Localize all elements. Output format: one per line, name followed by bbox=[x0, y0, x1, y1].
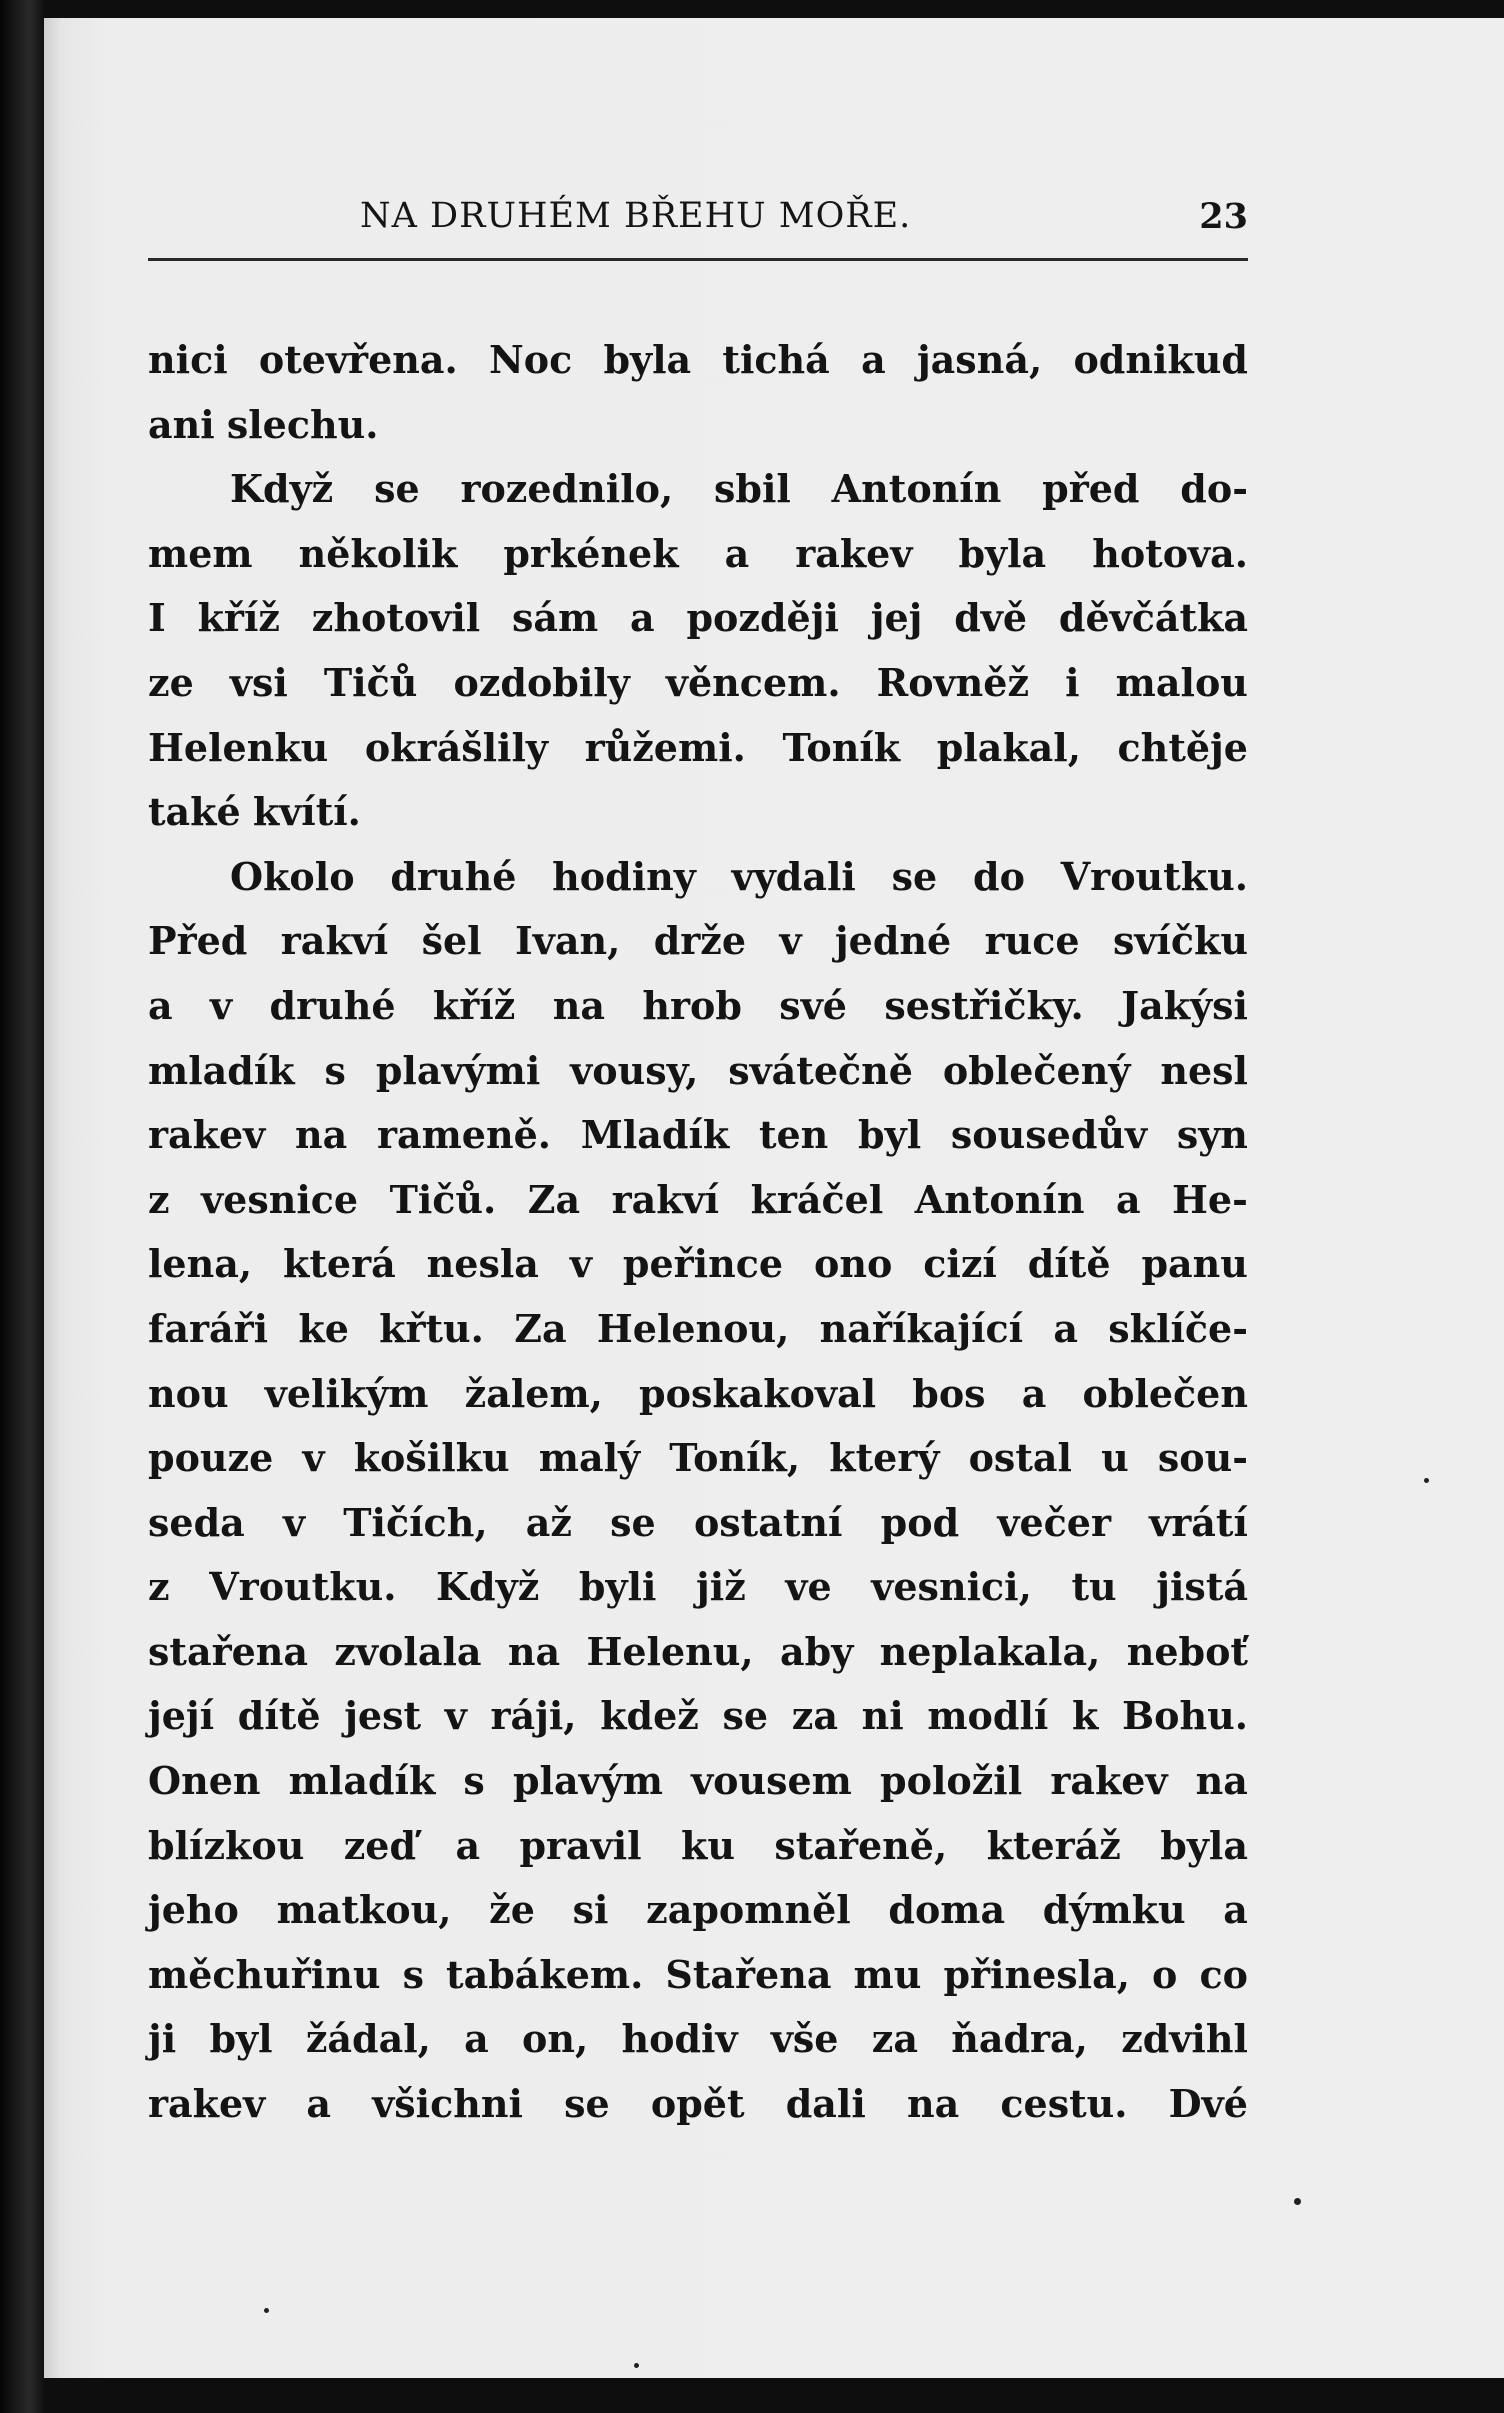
word: který bbox=[829, 1435, 940, 1481]
word: rakev bbox=[148, 2081, 266, 2127]
word: na bbox=[294, 1112, 348, 1158]
word: i bbox=[1065, 659, 1080, 705]
word: ve bbox=[785, 1564, 832, 1610]
word: žádal, bbox=[305, 2016, 431, 2062]
word: neboť bbox=[1126, 1628, 1248, 1674]
word: Bohu. bbox=[1121, 1693, 1248, 1739]
word: dítě bbox=[237, 1693, 321, 1739]
word: její bbox=[148, 1693, 215, 1739]
word: ráji, bbox=[490, 1693, 577, 1739]
word: Toník bbox=[782, 724, 901, 770]
word: opět bbox=[650, 2081, 745, 2127]
word: ňadra, bbox=[951, 2016, 1088, 2062]
text-line bbox=[148, 1943, 1248, 2008]
word: kvítí. bbox=[252, 789, 361, 835]
word: byl bbox=[858, 1112, 922, 1158]
word: Vroutku. bbox=[1060, 853, 1248, 899]
word: že bbox=[489, 1887, 535, 1933]
word: několik bbox=[298, 530, 458, 576]
word: a bbox=[1115, 1176, 1141, 1222]
word: tabákem. bbox=[446, 1951, 644, 1997]
word: také bbox=[148, 789, 241, 835]
word: Stařena bbox=[665, 1951, 832, 1997]
word: Toník, bbox=[669, 1435, 801, 1481]
word: v bbox=[210, 982, 233, 1028]
word: s bbox=[463, 1758, 485, 1804]
word: Když bbox=[436, 1564, 540, 1610]
word: již bbox=[696, 1564, 746, 1610]
word: Za bbox=[527, 1176, 581, 1222]
text-line bbox=[148, 1103, 1248, 1168]
word: s bbox=[324, 1047, 346, 1093]
word: Tičích, bbox=[343, 1499, 488, 1545]
word: Helenu, bbox=[586, 1628, 754, 1674]
word: lena, bbox=[148, 1241, 253, 1287]
text-line bbox=[148, 845, 1248, 910]
word: Když bbox=[230, 466, 334, 512]
text-line bbox=[148, 1878, 1248, 1943]
word: vesnici, bbox=[871, 1564, 1032, 1610]
word: Noc bbox=[488, 337, 573, 382]
word: pouze bbox=[148, 1435, 274, 1481]
word: seda bbox=[148, 1499, 245, 1545]
word: k bbox=[1071, 1693, 1099, 1739]
word: byla bbox=[1160, 1822, 1248, 1868]
word: ji bbox=[148, 2016, 177, 2062]
text-line bbox=[148, 1491, 1248, 1556]
word: jedné bbox=[834, 918, 952, 964]
word: sestřičky. bbox=[884, 982, 1084, 1028]
header-rule bbox=[148, 258, 1248, 261]
word: syn bbox=[1176, 1112, 1248, 1158]
text-line bbox=[148, 1232, 1248, 1297]
text-line bbox=[148, 1297, 1248, 1362]
word: oblečen bbox=[1082, 1370, 1248, 1416]
word: a bbox=[1053, 1305, 1078, 1351]
word: ruce bbox=[984, 918, 1080, 964]
text-line bbox=[148, 909, 1248, 974]
word: Mladík bbox=[580, 1112, 730, 1158]
text-line bbox=[148, 974, 1248, 1039]
word: otevřena. bbox=[258, 337, 458, 382]
word: křtu. bbox=[379, 1305, 484, 1351]
text-line bbox=[148, 393, 1248, 458]
word: odnikud bbox=[1073, 337, 1248, 382]
word: u bbox=[1101, 1435, 1129, 1481]
word: se bbox=[610, 1499, 656, 1545]
word: rakev bbox=[795, 530, 913, 576]
word: okrášlily bbox=[364, 724, 548, 770]
word: druhé bbox=[269, 982, 396, 1028]
word: rameně. bbox=[376, 1112, 552, 1158]
word: za bbox=[871, 2016, 918, 2062]
word: velikým bbox=[264, 1370, 429, 1416]
word: děvčátka bbox=[1058, 595, 1248, 641]
word: Antonín bbox=[914, 1176, 1085, 1222]
word: dítě bbox=[1027, 1241, 1111, 1287]
word: vydali bbox=[731, 853, 856, 899]
word: z bbox=[148, 1176, 170, 1222]
text-line bbox=[148, 2007, 1248, 2072]
running-title: NA DRUHÉM BŘEHU MOŘE. bbox=[360, 196, 912, 236]
book-spine-shadow bbox=[0, 0, 44, 2413]
word: sou- bbox=[1157, 1435, 1248, 1481]
paper-speck bbox=[264, 2308, 269, 2313]
word: a bbox=[148, 982, 173, 1028]
word: kříž bbox=[197, 595, 280, 641]
word: mladík bbox=[148, 1047, 295, 1093]
word: v bbox=[444, 1693, 467, 1739]
word: šel bbox=[421, 918, 482, 964]
word: doma bbox=[888, 1887, 1006, 1933]
word: Ivan, bbox=[514, 918, 621, 964]
word: matkou, bbox=[276, 1887, 452, 1933]
word: Rovněž bbox=[876, 659, 1030, 705]
word: a bbox=[724, 530, 750, 576]
word: mem bbox=[148, 530, 253, 576]
text-line bbox=[148, 1039, 1248, 1104]
word: své bbox=[779, 982, 847, 1028]
word: a bbox=[455, 1822, 481, 1868]
text-line bbox=[148, 651, 1248, 716]
word: hrob bbox=[642, 982, 742, 1028]
word: nou bbox=[148, 1370, 229, 1416]
word: malou bbox=[1115, 659, 1248, 705]
word: Tičů. bbox=[389, 1176, 497, 1222]
word: ozdobily bbox=[453, 659, 630, 705]
word: I bbox=[148, 595, 166, 641]
word: kdež bbox=[600, 1693, 699, 1739]
word: růžemi. bbox=[584, 724, 746, 770]
word: rakev bbox=[1050, 1758, 1168, 1804]
word: a bbox=[306, 2081, 332, 2127]
word: která bbox=[283, 1241, 396, 1287]
paper-speck bbox=[634, 2363, 639, 2368]
word: ten bbox=[758, 1112, 829, 1158]
word: He- bbox=[1172, 1176, 1248, 1222]
word: rakví bbox=[611, 1176, 720, 1222]
text-line bbox=[148, 716, 1248, 781]
word: se bbox=[374, 466, 420, 512]
word: malý bbox=[538, 1435, 641, 1481]
word: mladík bbox=[288, 1758, 436, 1804]
word: co bbox=[1199, 1951, 1248, 1997]
word: až bbox=[525, 1499, 572, 1545]
word: a bbox=[1223, 1887, 1248, 1933]
word: Helenku bbox=[148, 724, 329, 770]
word: rozednilo, bbox=[460, 466, 674, 512]
word: se bbox=[891, 853, 938, 899]
word: slechu. bbox=[226, 401, 379, 447]
word: kráčel bbox=[750, 1176, 884, 1222]
word: žalem, bbox=[464, 1370, 603, 1416]
word: modlí bbox=[927, 1693, 1049, 1739]
word: rakev bbox=[148, 1112, 266, 1158]
word: zeď bbox=[343, 1822, 417, 1868]
text-line bbox=[148, 1362, 1248, 1427]
word: stařeně, bbox=[774, 1822, 948, 1868]
word: jeho bbox=[148, 1887, 239, 1933]
word: ku bbox=[681, 1822, 735, 1868]
word: drže bbox=[653, 918, 747, 964]
word: Před bbox=[148, 918, 248, 964]
word: sklíče- bbox=[1108, 1305, 1248, 1351]
text-line bbox=[148, 1620, 1248, 1685]
word: ze bbox=[148, 659, 194, 705]
text-line bbox=[148, 522, 1248, 587]
word: on, bbox=[522, 2016, 589, 2062]
word: a bbox=[464, 2016, 489, 2062]
word: se bbox=[722, 1693, 769, 1739]
paper-speck bbox=[1294, 2198, 1301, 2205]
word: hodiv bbox=[621, 2016, 738, 2062]
text-line bbox=[148, 1168, 1248, 1233]
word: zvolala bbox=[334, 1628, 482, 1674]
word: na bbox=[507, 1628, 561, 1674]
word: zdvihl bbox=[1121, 2016, 1248, 2062]
word: v bbox=[779, 918, 802, 964]
word: plakal, bbox=[936, 724, 1081, 770]
word: Za bbox=[514, 1305, 567, 1351]
word: jej bbox=[870, 595, 923, 641]
word: sbil bbox=[714, 466, 791, 512]
word: cizí bbox=[923, 1241, 997, 1287]
word: Tičů bbox=[323, 659, 418, 705]
word: a bbox=[861, 337, 886, 382]
word: kteráž bbox=[986, 1822, 1121, 1868]
word: v bbox=[302, 1435, 325, 1481]
word: nesla bbox=[426, 1241, 539, 1287]
word: do bbox=[973, 853, 1025, 899]
word: aby bbox=[780, 1628, 854, 1674]
word: tichá bbox=[722, 337, 830, 382]
word: o bbox=[1152, 1951, 1178, 1997]
word: vesnice bbox=[201, 1176, 359, 1222]
word: sousedův bbox=[950, 1112, 1148, 1158]
word: bos bbox=[912, 1370, 986, 1416]
word: vše bbox=[770, 2016, 839, 2062]
word: naříkající bbox=[819, 1305, 1024, 1351]
word: košilku bbox=[353, 1435, 510, 1481]
word: na bbox=[552, 982, 605, 1028]
word: svátečně bbox=[728, 1047, 913, 1093]
word: zapomněl bbox=[646, 1887, 851, 1933]
word: za bbox=[791, 1693, 838, 1739]
word: všichni bbox=[372, 2081, 523, 2127]
word: nesl bbox=[1160, 1047, 1248, 1093]
word: oblečený bbox=[942, 1047, 1131, 1093]
word: měchuřinu bbox=[148, 1951, 381, 1997]
word: tu bbox=[1071, 1564, 1117, 1610]
text-line bbox=[148, 780, 1248, 845]
word: v bbox=[569, 1241, 592, 1287]
word: položil bbox=[880, 1758, 1023, 1804]
word: byli bbox=[578, 1564, 657, 1610]
word: sám bbox=[512, 595, 599, 641]
word: ke bbox=[298, 1305, 349, 1351]
word: zhotovil bbox=[311, 595, 481, 641]
text-line bbox=[148, 1684, 1248, 1749]
word: plavým bbox=[512, 1758, 663, 1804]
word: pod bbox=[880, 1499, 960, 1545]
word: ostal bbox=[968, 1435, 1072, 1481]
word: druhé bbox=[390, 853, 517, 899]
word: vousem bbox=[691, 1758, 852, 1804]
word: peřince bbox=[622, 1241, 784, 1287]
word: přinesla, bbox=[943, 1951, 1130, 1997]
word: byl bbox=[209, 2016, 273, 2062]
word: Okolo bbox=[230, 853, 355, 899]
word: Onen bbox=[148, 1758, 261, 1804]
word: Vroutku. bbox=[209, 1564, 397, 1610]
word: a bbox=[630, 595, 655, 641]
body-text bbox=[148, 328, 1248, 2137]
word: svíčku bbox=[1112, 918, 1248, 964]
word: blízkou bbox=[148, 1822, 305, 1868]
word: hodiny bbox=[552, 853, 696, 899]
text-line bbox=[148, 328, 1248, 393]
word: do- bbox=[1180, 466, 1248, 512]
word: jest bbox=[344, 1693, 422, 1739]
word: dvě bbox=[954, 595, 1028, 641]
page-number: 23 bbox=[1199, 196, 1248, 237]
word: se bbox=[564, 2081, 610, 2127]
word: ostatní bbox=[693, 1499, 843, 1545]
word: věncem. bbox=[665, 659, 841, 705]
word: vrátí bbox=[1149, 1499, 1248, 1545]
word: faráři bbox=[148, 1305, 269, 1351]
word: večer bbox=[997, 1499, 1111, 1545]
word: jasná, bbox=[916, 337, 1043, 382]
word: byla bbox=[958, 530, 1047, 576]
word: neplakala, bbox=[879, 1628, 1101, 1674]
word: a bbox=[1021, 1370, 1047, 1416]
word: s bbox=[402, 1951, 424, 1997]
word: pravil bbox=[519, 1822, 642, 1868]
word: dali bbox=[785, 2081, 866, 2127]
text-line bbox=[148, 457, 1248, 522]
word: poskakoval bbox=[639, 1370, 877, 1416]
text-line bbox=[148, 2072, 1248, 2137]
text-line bbox=[148, 1555, 1248, 1620]
word: ono bbox=[814, 1241, 893, 1287]
word: Helenou, bbox=[596, 1305, 790, 1351]
word: jistá bbox=[1156, 1564, 1248, 1610]
word: dýmku bbox=[1042, 1887, 1186, 1933]
word: byla bbox=[603, 337, 692, 382]
word: plavými bbox=[375, 1047, 541, 1093]
word: mu bbox=[853, 1951, 922, 1997]
word: později bbox=[686, 595, 839, 641]
word: vousy, bbox=[570, 1047, 699, 1093]
text-line bbox=[148, 1749, 1248, 1814]
paper-speck bbox=[1424, 1478, 1429, 1483]
word: Dvé bbox=[1168, 2081, 1248, 2127]
word: stařena bbox=[148, 1628, 309, 1674]
word: chtěje bbox=[1117, 724, 1248, 770]
word: v bbox=[282, 1499, 306, 1545]
word: kříž bbox=[432, 982, 516, 1028]
word: hotova. bbox=[1092, 530, 1248, 576]
word: rakví bbox=[280, 918, 389, 964]
word: před bbox=[1042, 466, 1140, 512]
word: ani bbox=[148, 401, 215, 447]
word: z bbox=[148, 1564, 170, 1610]
word: panu bbox=[1141, 1241, 1248, 1287]
text-line bbox=[148, 1426, 1248, 1491]
text-line bbox=[148, 1814, 1248, 1879]
word: prkének bbox=[503, 530, 679, 576]
word: ni bbox=[861, 1693, 904, 1739]
word: na bbox=[1195, 1758, 1248, 1804]
word: na bbox=[906, 2081, 960, 2127]
text-line bbox=[148, 586, 1248, 651]
word: si bbox=[572, 1887, 609, 1933]
running-header bbox=[148, 196, 1248, 246]
word: Antonín bbox=[831, 466, 1002, 512]
word: Jakýsi bbox=[1121, 982, 1248, 1028]
word: vsi bbox=[229, 659, 288, 705]
word: cestu. bbox=[1000, 2081, 1128, 2127]
word: nici bbox=[148, 337, 228, 382]
